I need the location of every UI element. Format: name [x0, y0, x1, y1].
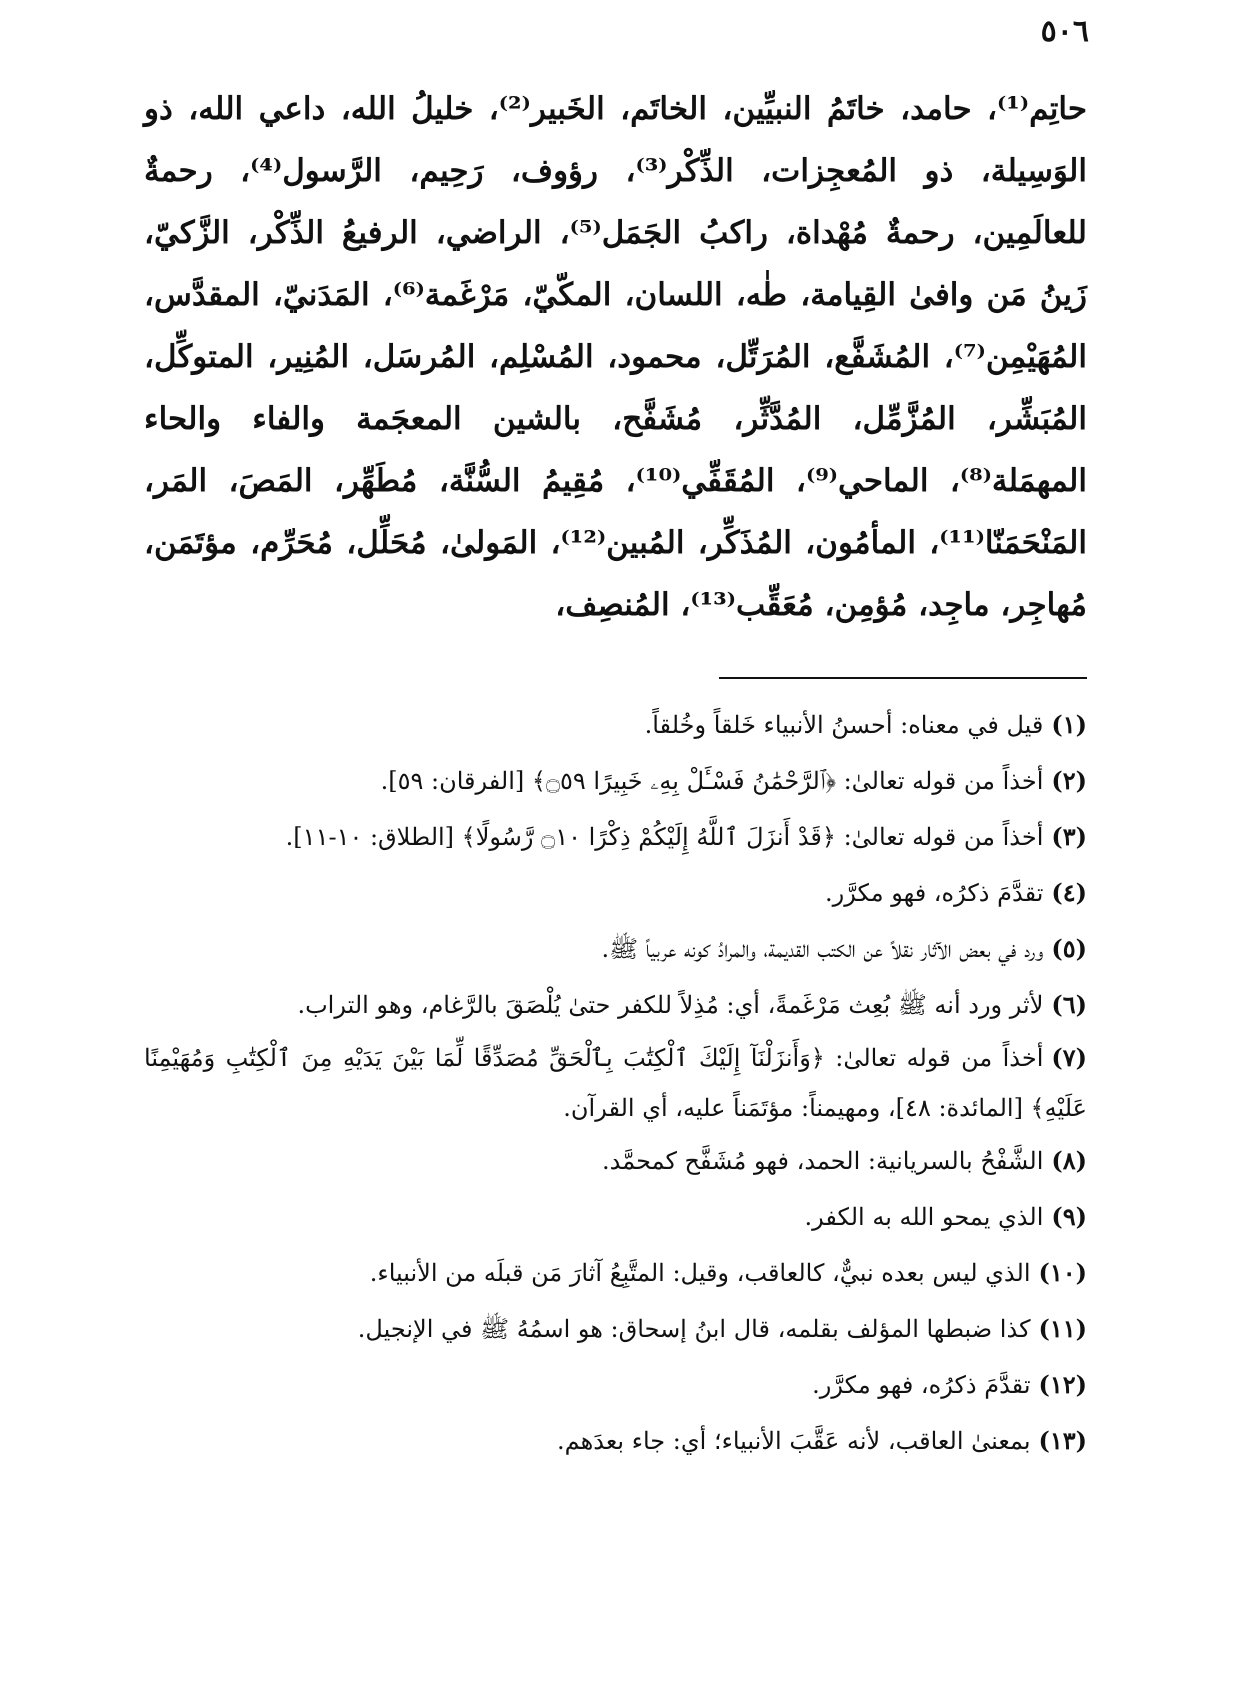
footnote-11 [144, 1301, 1087, 1357]
footnote-7 [144, 1033, 1087, 1133]
footnote-8 [144, 1133, 1087, 1189]
footnote-text: أخذاً من قوله تعالىٰ: ﴿قَدْ أَنزَلَ ٱللَّهُ إِلَيْكُمْ ذِكْرًا ۝١٠ رَّسُولًا﴾ [الطلاق: ١٠-١١]. [285, 823, 1044, 851]
main-paragraph: حاتِم⁽¹⁾، حامد، خاتَمُ النبيِّين، الخاتَم، الخَبير⁽²⁾، خليلُ الله، داعي الله، ذو الوَسِيلة، ذو المُعجِزات، الذِّكْر⁽³⁾، رؤوف، رَحِيم، الرَّسول⁽⁴⁾، رحمةٌ للعالَمِين، رحمةٌ مُهْداة، راكبُ الجَمَل⁽⁵⁾، الراضي، الرفيعُ الذِّكْر، الزَّكيّ، زَينُ مَن وافىٰ القِيامة، طٰه، اللسان، المكّيّ، مَرْغَمة⁽⁶⁾، المَدَنيّ، المقدَّس، المُهَيْمِن⁽⁷⁾، المُشَفَّع، المُرَتِّل، محمود، المُسْلِم، المُرسَل، المُنِير، المتوكِّل، المُبَشِّر، المُزَّمِّل، المُدَّثِّر، مُشَفَّح، بالشين المعجَمة والفاء والحاء المهمَلة⁽⁸⁾، الماحي⁽⁹⁾، المُقَفِّي⁽¹⁰⁾، مُقِيمُ السُّنَّة، مُطَهِّر، المَصَ، المَر، المَنْحَمَنّا⁽¹¹⁾، المأمُون، المُذَكِّر، المُبين⁽¹²⁾، المَولىٰ، مُحَلِّل، مُحَرِّم، مؤتَمَن، مُهاجِر، ماجِد، مُؤمِن، مُعَقِّب⁽¹³⁾، المُنصِف، [144, 91, 1087, 623]
footnote-6 [144, 977, 1087, 1033]
footnote-5 [144, 921, 1087, 977]
footnote-text: الذي ليس بعده نبيٌّ، كالعاقب، وقيل: المتَّبِعُ آثارَ مَن قبلَه من الأنبياء. [369, 1259, 1031, 1287]
footnote-number: (١٢) [1038, 1370, 1087, 1399]
footnote-13 [144, 1413, 1087, 1469]
footnote-text: كذا ضبطها المؤلف بقلمه، قال ابنُ إسحاق: هو اسمُهُ ﷺ في الإنجيل. [357, 1315, 1031, 1343]
footnote-text: بمعنىٰ العاقب، لأنه عَقَّبَ الأنبياء؛ أي: جاء بعدَهم. [556, 1427, 1031, 1455]
footnote-number: (١٠) [1038, 1258, 1087, 1287]
footnote-3 [144, 809, 1087, 865]
footnote-text: الذي يمحو الله به الكفر. [804, 1203, 1044, 1231]
footnote-text: الشَّفْحُ بالسريانية: الحمد، فهو مُشَفَّح كمحمَّد. [601, 1147, 1044, 1175]
footnote-2 [144, 753, 1087, 809]
page-number: ٥٠٦ [1040, 14, 1089, 49]
footnote-9 [144, 1189, 1087, 1245]
footnote-number: (٥) [1051, 934, 1087, 963]
footnote-12 [144, 1357, 1087, 1413]
footnote-number: (١١) [1038, 1314, 1087, 1343]
footnote-number: (٨) [1051, 1146, 1087, 1175]
footnote-separator [719, 677, 1087, 679]
footnote-text: لأثر ورد أنه ﷺ بُعِث مَرْغَمةً، أي: مُذِلاً للكفر حتىٰ يُلْصَقَ بالرَّغام، وهو التراب. [297, 991, 1044, 1019]
footnote-number: (٤) [1051, 878, 1087, 907]
footnote-number: (١٣) [1038, 1426, 1087, 1455]
main-text-block [144, 78, 1087, 636]
footnote-number: (٧) [1051, 1043, 1087, 1072]
footnote-text: أخذاً من قوله تعالىٰ: ﴿ٱلرَّحْمَٰنُ فَسْـَٔلْ بِهِۦ خَبِيرًا ۝٥٩﴾ [الفرقان: ٥٩]. [380, 767, 1044, 795]
footnote-number: (١) [1051, 710, 1087, 739]
footnote-number: (٩) [1051, 1202, 1087, 1231]
footnote-text: قيل في معناه: أحسنُ الأنبياء خَلقاً وخُلقاً. [644, 711, 1044, 739]
footnote-text: أخذاً من قوله تعالىٰ: ﴿وَأَنزَلْنَآ إِلَيْكَ ٱلْكِتَٰبَ بِٱلْحَقِّ مُصَدِّقًا لِّمَا بَيْنَ يَدَيْهِ مِنَ ٱلْكِتَٰبِ وَمُهَيْمِنًا عَلَيْهِ﴾ [المائدة: ٤٨]، ومهيمناً: مؤتَمَناً عليه، أي القرآن. [144, 1044, 1087, 1122]
footnote-text: تقدَّمَ ذكرُه، فهو مكرَّر. [825, 879, 1044, 907]
footnote-number: (٦) [1051, 990, 1087, 1019]
footnote-4 [144, 865, 1087, 921]
footnote-10 [144, 1245, 1087, 1301]
footnote-text: تقدَّمَ ذكرُه، فهو مكرَّر. [812, 1371, 1031, 1399]
footnote-1 [144, 697, 1087, 753]
footnote-number: (٢) [1051, 766, 1087, 795]
footnote-text: ورد في بعض الآثار نقلاً عن الكتب القديمة، والمرادُ كونه عربياً ﷺ. [601, 935, 1044, 963]
footnote-number: (٣) [1051, 822, 1087, 851]
footnotes-section [144, 697, 1087, 1469]
